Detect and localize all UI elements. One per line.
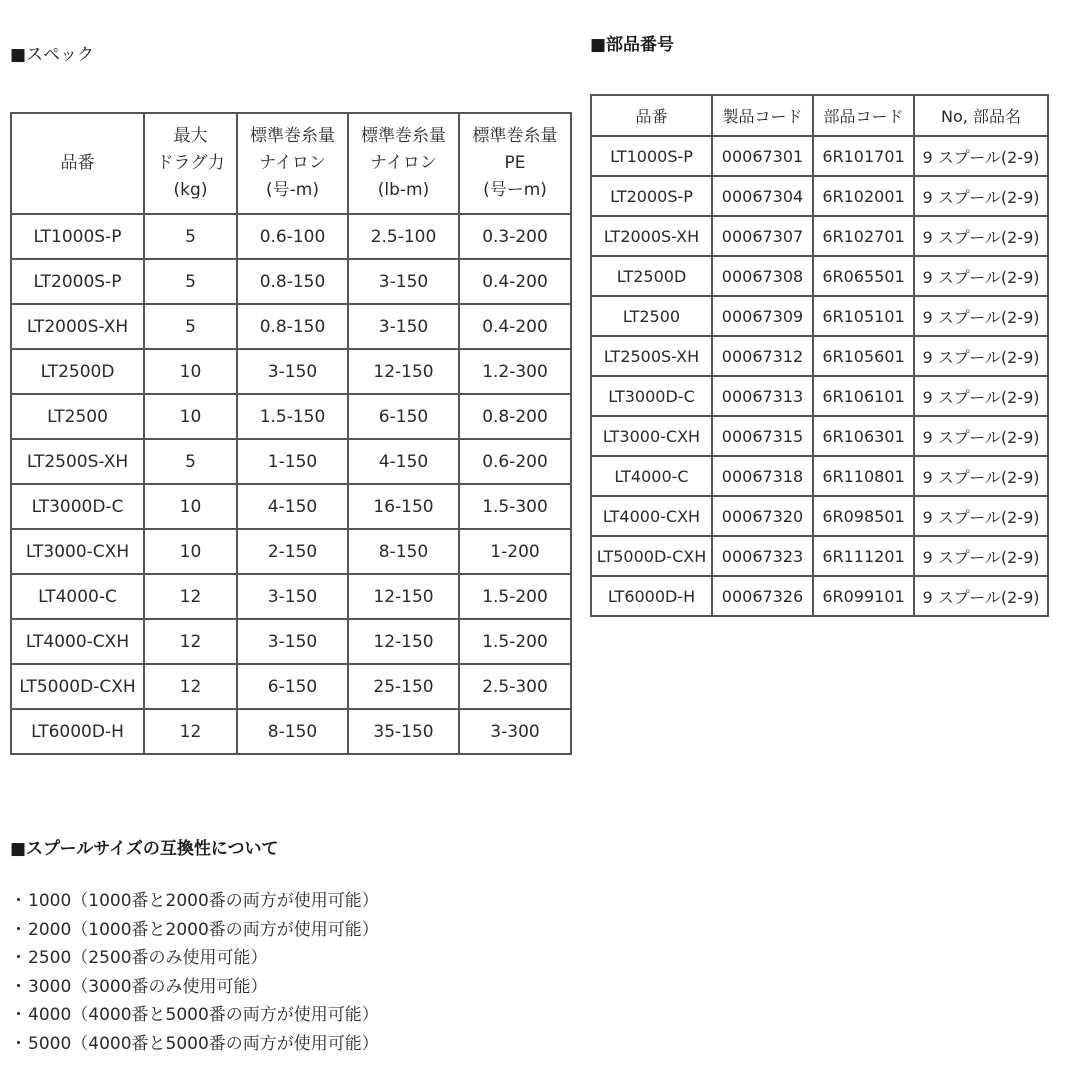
compat-list-item bbox=[10, 916, 379, 945]
parts-table-cell: LT3000D-C bbox=[591, 376, 712, 416]
spec-table-cell: 2.5-300 bbox=[459, 664, 571, 709]
spec-table-cell: LT4000-C bbox=[11, 574, 144, 619]
spec-table-cell: 3-150 bbox=[237, 349, 348, 394]
spec-table-cell: 1.5-300 bbox=[459, 484, 571, 529]
parts-table-cell: 00067307 bbox=[712, 216, 813, 256]
spec-table-row bbox=[11, 259, 571, 304]
spec-table-row bbox=[11, 214, 571, 259]
spec-table-cell: 10 bbox=[144, 394, 237, 439]
spec-header-cell: 標準巻糸量 PE (号ーm) bbox=[459, 113, 571, 214]
bullet: ・ bbox=[10, 1005, 27, 1026]
spec-table-row bbox=[11, 574, 571, 619]
parts-table-cell: 00067315 bbox=[712, 416, 813, 456]
spec-table-cell: 35-150 bbox=[348, 709, 459, 754]
spec-table-cell: 5 bbox=[144, 214, 237, 259]
spec-table-cell: LT6000D-H bbox=[11, 709, 144, 754]
spec-table-cell: LT2500S-XH bbox=[11, 439, 144, 484]
spec-table-row bbox=[11, 529, 571, 574]
spec-table-cell: 16-150 bbox=[348, 484, 459, 529]
spec-table-cell: LT1000S-P bbox=[11, 214, 144, 259]
spec-table-row bbox=[11, 439, 571, 484]
spec-table-cell: 10 bbox=[144, 349, 237, 394]
parts-table-cell: 00067301 bbox=[712, 136, 813, 176]
spec-table-cell: 0.8-200 bbox=[459, 394, 571, 439]
parts-header-cell: 品番 bbox=[591, 95, 712, 136]
spec-table-cell: 3-150 bbox=[348, 304, 459, 349]
spec-table-cell: 3-150 bbox=[237, 574, 348, 619]
parts-table-cell: 9 スプール(2-9) bbox=[914, 456, 1048, 496]
parts-table-cell: LT3000-CXH bbox=[591, 416, 712, 456]
parts-table-cell: 9 スプール(2-9) bbox=[914, 536, 1048, 576]
parts-table-cell: 9 スプール(2-9) bbox=[914, 496, 1048, 536]
spec-table-row bbox=[11, 619, 571, 664]
parts-header-cell: 部品コード bbox=[813, 95, 914, 136]
parts-table-row bbox=[591, 136, 1048, 176]
parts-table-row bbox=[591, 296, 1048, 336]
parts-table-cell: 6R105101 bbox=[813, 296, 914, 336]
spec-table-cell: LT2500D bbox=[11, 349, 144, 394]
spec-table-cell: 0.4-200 bbox=[459, 259, 571, 304]
spec-table-row bbox=[11, 709, 571, 754]
spec-table-cell: 12 bbox=[144, 574, 237, 619]
spec-table-cell: 3-150 bbox=[237, 619, 348, 664]
bullet: ・ bbox=[10, 919, 27, 940]
spec-table-cell: 0.6-200 bbox=[459, 439, 571, 484]
parts-table-cell: 00067309 bbox=[712, 296, 813, 336]
parts-table-cell: LT4000-C bbox=[591, 456, 712, 496]
parts-table-cell: 6R105601 bbox=[813, 336, 914, 376]
parts-table-cell: 6R098501 bbox=[813, 496, 914, 536]
parts-table-cell: 9 スプール(2-9) bbox=[914, 136, 1048, 176]
parts-table-cell: 00067312 bbox=[712, 336, 813, 376]
spec-table-cell: 1.5-200 bbox=[459, 574, 571, 619]
compat-list-item bbox=[10, 973, 379, 1002]
parts-table-row bbox=[591, 256, 1048, 296]
parts-table-cell: 00067304 bbox=[712, 176, 813, 216]
spec-table-cell: LT4000-CXH bbox=[11, 619, 144, 664]
spec-header-cell: 標準巻糸量 ナイロン (号-m) bbox=[237, 113, 348, 214]
spec-header-row bbox=[11, 113, 571, 214]
parts-table-cell: 00067323 bbox=[712, 536, 813, 576]
spec-table-cell: 12 bbox=[144, 664, 237, 709]
spec-table-cell: 6-150 bbox=[348, 394, 459, 439]
spec-table-cell: 2.5-100 bbox=[348, 214, 459, 259]
spec-table-cell: 4-150 bbox=[348, 439, 459, 484]
spec-table-cell: 12 bbox=[144, 709, 237, 754]
parts-header-cell: No, 部品名 bbox=[914, 95, 1048, 136]
compat-item-text: 5000（4000番と5000番の両方が使用可能） bbox=[28, 1033, 379, 1054]
parts-table-cell: 9 スプール(2-9) bbox=[914, 376, 1048, 416]
spec-table-cell: LT2000S-P bbox=[11, 259, 144, 304]
parts-table-cell: 6R102701 bbox=[813, 216, 914, 256]
compat-item-text: 2500（2500番のみ使用可能） bbox=[28, 948, 268, 969]
parts-table-cell: 00067326 bbox=[712, 576, 813, 616]
compat-item-text: 3000（3000番のみ使用可能） bbox=[28, 976, 268, 997]
parts-table-cell: 9 スプール(2-9) bbox=[914, 176, 1048, 216]
parts-table-cell: 6R106101 bbox=[813, 376, 914, 416]
parts-table-cell: 9 スプール(2-9) bbox=[914, 216, 1048, 256]
parts-table-row bbox=[591, 456, 1048, 496]
parts-header-row bbox=[591, 95, 1048, 136]
parts-table-cell: 00067308 bbox=[712, 256, 813, 296]
parts-table-row bbox=[591, 376, 1048, 416]
compat-list-item bbox=[10, 1001, 379, 1030]
spec-table-cell: 6-150 bbox=[237, 664, 348, 709]
spec-table-cell: 0.8-150 bbox=[237, 304, 348, 349]
parts-table-cell: 00067318 bbox=[712, 456, 813, 496]
spec-table-cell: LT3000D-C bbox=[11, 484, 144, 529]
spec-table-cell: 1.5-150 bbox=[237, 394, 348, 439]
spec-header-cell: 品番 bbox=[11, 113, 144, 214]
parts-table-cell: LT1000S-P bbox=[591, 136, 712, 176]
spec-table bbox=[10, 112, 572, 755]
parts-table-row bbox=[591, 536, 1048, 576]
spec-table-cell: 10 bbox=[144, 529, 237, 574]
parts-table-cell: 9 スプール(2-9) bbox=[914, 256, 1048, 296]
spec-table-row bbox=[11, 394, 571, 439]
spec-table-cell: 10 bbox=[144, 484, 237, 529]
compat-section-title: ■スプールサイズの互換性について bbox=[10, 839, 279, 859]
parts-table-cell: 9 スプール(2-9) bbox=[914, 416, 1048, 456]
compat-item-text: 4000（4000番と5000番の両方が使用可能） bbox=[28, 1005, 379, 1026]
spec-table-cell: 5 bbox=[144, 304, 237, 349]
parts-table-cell: 6R099101 bbox=[813, 576, 914, 616]
spec-table-cell: 1-200 bbox=[459, 529, 571, 574]
spec-table-cell: 5 bbox=[144, 259, 237, 304]
parts-table-cell: LT2500S-XH bbox=[591, 336, 712, 376]
spec-table-row bbox=[11, 484, 571, 529]
parts-table-cell: 6R065501 bbox=[813, 256, 914, 296]
compat-item-text: 1000（1000番と2000番の両方が使用可能） bbox=[28, 891, 379, 911]
spec-table-cell: 2-150 bbox=[237, 529, 348, 574]
spec-table-cell: 4-150 bbox=[237, 484, 348, 529]
parts-table-cell: LT6000D-H bbox=[591, 576, 712, 616]
spec-table-cell: LT3000-CXH bbox=[11, 529, 144, 574]
parts-table-cell: 6R110801 bbox=[813, 456, 914, 496]
parts-table-row bbox=[591, 216, 1048, 256]
spec-table-cell: 12-150 bbox=[348, 349, 459, 394]
bullet: ・ bbox=[10, 976, 27, 997]
parts-table-cell: 00067313 bbox=[712, 376, 813, 416]
compat-list-item bbox=[10, 944, 379, 973]
parts-header-cell: 製品コード bbox=[712, 95, 813, 136]
parts-table-cell: LT4000-CXH bbox=[591, 496, 712, 536]
spec-section-title: ■スペック bbox=[10, 45, 95, 65]
spec-table-cell: 25-150 bbox=[348, 664, 459, 709]
spec-table-cell: 12 bbox=[144, 619, 237, 664]
spec-table-cell: 0.8-150 bbox=[237, 259, 348, 304]
compat-list-item bbox=[10, 1030, 379, 1059]
compat-item-text: 2000（1000番と2000番の両方が使用可能） bbox=[28, 919, 379, 940]
bullet: ・ bbox=[10, 891, 27, 911]
parts-table-cell: LT5000D-CXH bbox=[591, 536, 712, 576]
spec-table-cell: LT2000S-XH bbox=[11, 304, 144, 349]
parts-table-cell: 00067320 bbox=[712, 496, 813, 536]
parts-table-row bbox=[591, 176, 1048, 216]
parts-table-cell: LT2000S-P bbox=[591, 176, 712, 216]
spec-table-row bbox=[11, 304, 571, 349]
parts-table-row bbox=[591, 416, 1048, 456]
parts-table-cell: 6R111201 bbox=[813, 536, 914, 576]
parts-table-cell: 6R106301 bbox=[813, 416, 914, 456]
spec-table-cell: LT5000D-CXH bbox=[11, 664, 144, 709]
spec-table-cell: 0.4-200 bbox=[459, 304, 571, 349]
spec-table-cell: 12-150 bbox=[348, 574, 459, 619]
compat-list-item bbox=[10, 887, 379, 916]
parts-table-row bbox=[591, 576, 1048, 616]
parts-table-cell: 6R101701 bbox=[813, 136, 914, 176]
parts-table-row bbox=[591, 336, 1048, 376]
spec-header-cell: 最大 ドラグ力 (kg) bbox=[144, 113, 237, 214]
parts-table-cell: LT2500D bbox=[591, 256, 712, 296]
parts-table-cell: LT2000S-XH bbox=[591, 216, 712, 256]
spec-header-cell: 標準巻糸量 ナイロン (lb-m) bbox=[348, 113, 459, 214]
spec-table-cell: 12-150 bbox=[348, 619, 459, 664]
spec-table-cell: LT2500 bbox=[11, 394, 144, 439]
parts-table-cell: 9 スプール(2-9) bbox=[914, 576, 1048, 616]
spec-table-cell: 3-300 bbox=[459, 709, 571, 754]
spec-table-cell: 1.5-200 bbox=[459, 619, 571, 664]
parts-table-cell: 9 スプール(2-9) bbox=[914, 336, 1048, 376]
spec-table-cell: 1.2-300 bbox=[459, 349, 571, 394]
parts-table-row bbox=[591, 496, 1048, 536]
spec-table-cell: 3-150 bbox=[348, 259, 459, 304]
parts-table-cell: LT2500 bbox=[591, 296, 712, 336]
spec-table-row bbox=[11, 349, 571, 394]
compat-list bbox=[10, 887, 379, 1059]
bullet: ・ bbox=[10, 1033, 27, 1054]
spec-table-cell: 8-150 bbox=[348, 529, 459, 574]
parts-table bbox=[590, 94, 1049, 617]
parts-table-cell: 6R102001 bbox=[813, 176, 914, 216]
parts-table-cell: 9 スプール(2-9) bbox=[914, 296, 1048, 336]
spec-table-cell: 1-150 bbox=[237, 439, 348, 484]
spec-table-cell: 8-150 bbox=[237, 709, 348, 754]
parts-section-title: ■部品番号 bbox=[590, 35, 675, 55]
spec-table-row bbox=[11, 664, 571, 709]
spec-table-cell: 0.3-200 bbox=[459, 214, 571, 259]
bullet: ・ bbox=[10, 948, 27, 969]
spec-table-cell: 0.6-100 bbox=[237, 214, 348, 259]
spec-table-cell: 5 bbox=[144, 439, 237, 484]
